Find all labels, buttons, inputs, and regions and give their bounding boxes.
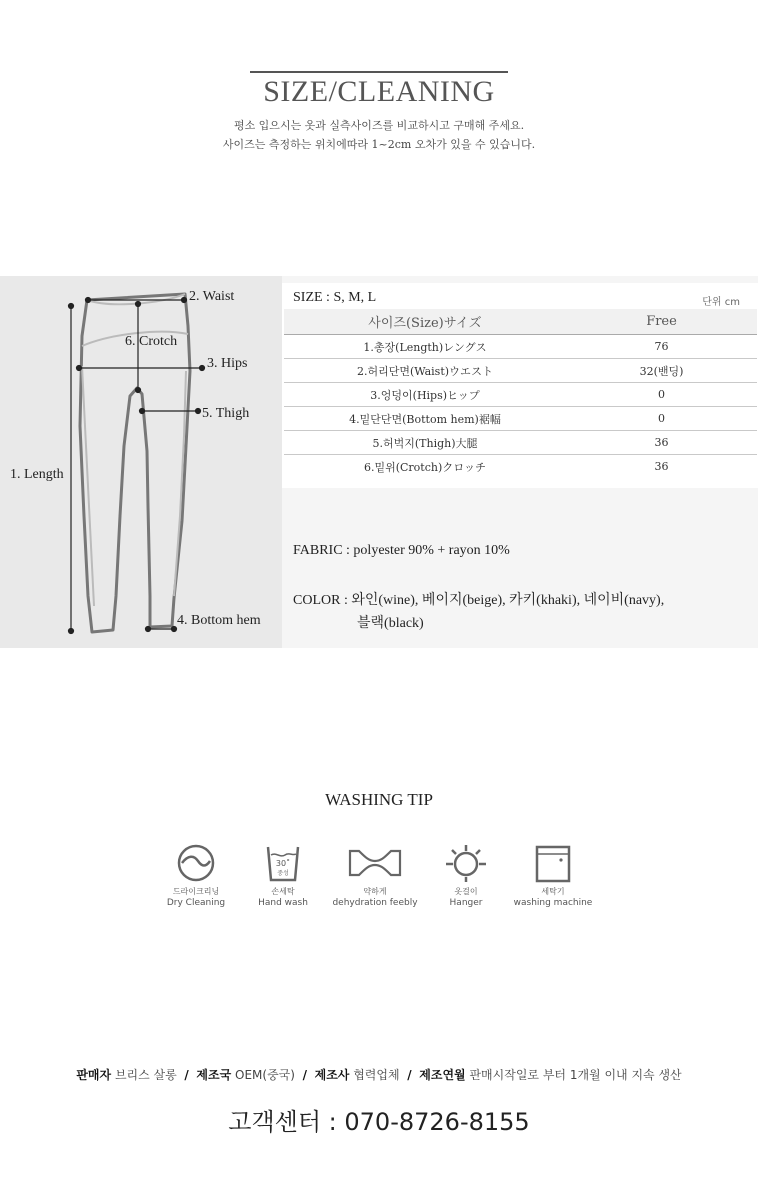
measure-name: 4.밑단단면(Bottom hem)裾幅 [284,407,566,431]
table-row [284,383,757,407]
measure-value: 36 [654,460,669,473]
dry-cleaning-icon [176,843,216,883]
washing-machine-icon [533,843,573,883]
cs-colon: : [321,1108,345,1136]
measure-name: 5.허벅지(Thigh)大腿 [284,431,566,455]
wash-label-ko: 드라이크리닝 [172,887,220,896]
dehydration-icon [347,843,403,883]
measure-value: 76 [566,335,757,359]
wash-item-washing-machine [498,843,608,909]
wash-label-ko: 옷걸이 [454,887,478,896]
wash-label-en: washing machine [513,898,593,908]
notice-line-1: 평소 입으시는 옷과 실측사이즈를 비교하시고 구매해 주세요. [233,119,525,132]
size-table [284,309,757,478]
measure-value: 0 [566,407,757,431]
maker-value: 협력업체 [353,1068,400,1082]
table-header-cell: Free [566,309,757,335]
notice-line-2: 사이즈는 측정하는 위치에따라 1~2cm 오차가 있을 수 있습니다. [222,138,536,151]
table-row [284,431,757,455]
wash-label-ko: 세탁기 [541,887,565,896]
cs-phone[interactable]: 070-8726-8155 [344,1108,530,1136]
date-value: 판매시작일로 부터 1개월 이내 지속 생산 [469,1068,682,1082]
wash-label-ko: 손세탁 [271,887,295,896]
separator: / [302,1068,307,1082]
country-value: OEM(중국) [235,1068,295,1082]
customer-service [0,1102,758,1137]
color-info: COLOR : 와인(wine), 베이지(beige), 카키(khaki), 네이비(navy), [293,593,665,608]
table-header-cell: 사이즈(Size)サイズ [284,309,566,335]
label-thigh: 5. Thigh [202,406,250,421]
separator: / [184,1068,189,1082]
washing-tip-title: WASHING TIP [325,790,433,809]
label-bottom-hem: 4. Bottom hem [177,613,261,628]
manufacturer-info [0,1066,758,1083]
measure-value: 32(밴딩) [566,359,757,383]
label-length: 1. Length [10,467,64,482]
leggings-illustration [0,276,282,648]
label-crotch: 6. Crotch [125,334,178,349]
country-label: 제조국 [196,1068,232,1082]
measure-name: 1.총장(Length)レングス [284,335,566,359]
unit-label: 단위 cm [702,297,740,308]
measure-value: 36 [566,431,757,455]
fabric-info: FABRIC : polyester 90% + rayon 10% [293,543,510,558]
color-info-cont: 블랙(black) [357,616,424,631]
seller-value: 브리스 살롱 [114,1068,177,1082]
hand-wash-icon [263,843,303,883]
table-row [284,359,757,383]
wash-temp-label: 중성 [277,870,289,877]
page-title: SIZE/CLEANING [263,75,495,108]
wash-label-en: Hanger [449,898,483,908]
seller-label: 판매자 [76,1068,112,1082]
wash-label-ko: 약하게 [363,887,387,896]
table-row [284,335,757,359]
table-header-row [284,309,757,335]
date-label: 제조연월 [419,1068,466,1082]
wash-label-en: Hand wash [258,898,308,908]
measure-value: 0 [566,383,757,407]
hanger-icon [444,843,488,883]
available-sizes: SIZE : S, M, L [293,290,377,305]
wash-label-en: dehydration feebly [332,898,418,908]
wash-temp: 30˚ [275,859,291,868]
maker-label: 제조사 [314,1068,350,1082]
cs-label: 고객센터 [228,1108,322,1136]
measure-name: 2.허리단면(Waist)ウエスト [284,359,566,383]
measure-name: 6.밑위(Crotch)クロッチ [363,460,487,474]
label-hips: 3. Hips [207,356,248,371]
table-row [284,455,757,479]
wash-label-en: Dry Cleaning [166,898,226,908]
table-row [284,407,757,431]
size-diagram [0,276,282,648]
separator: / [407,1068,412,1082]
title-divider [250,71,508,73]
label-waist: 2. Waist [189,289,235,304]
measure-name: 3.엉덩이(Hips)ヒップ [284,383,566,407]
